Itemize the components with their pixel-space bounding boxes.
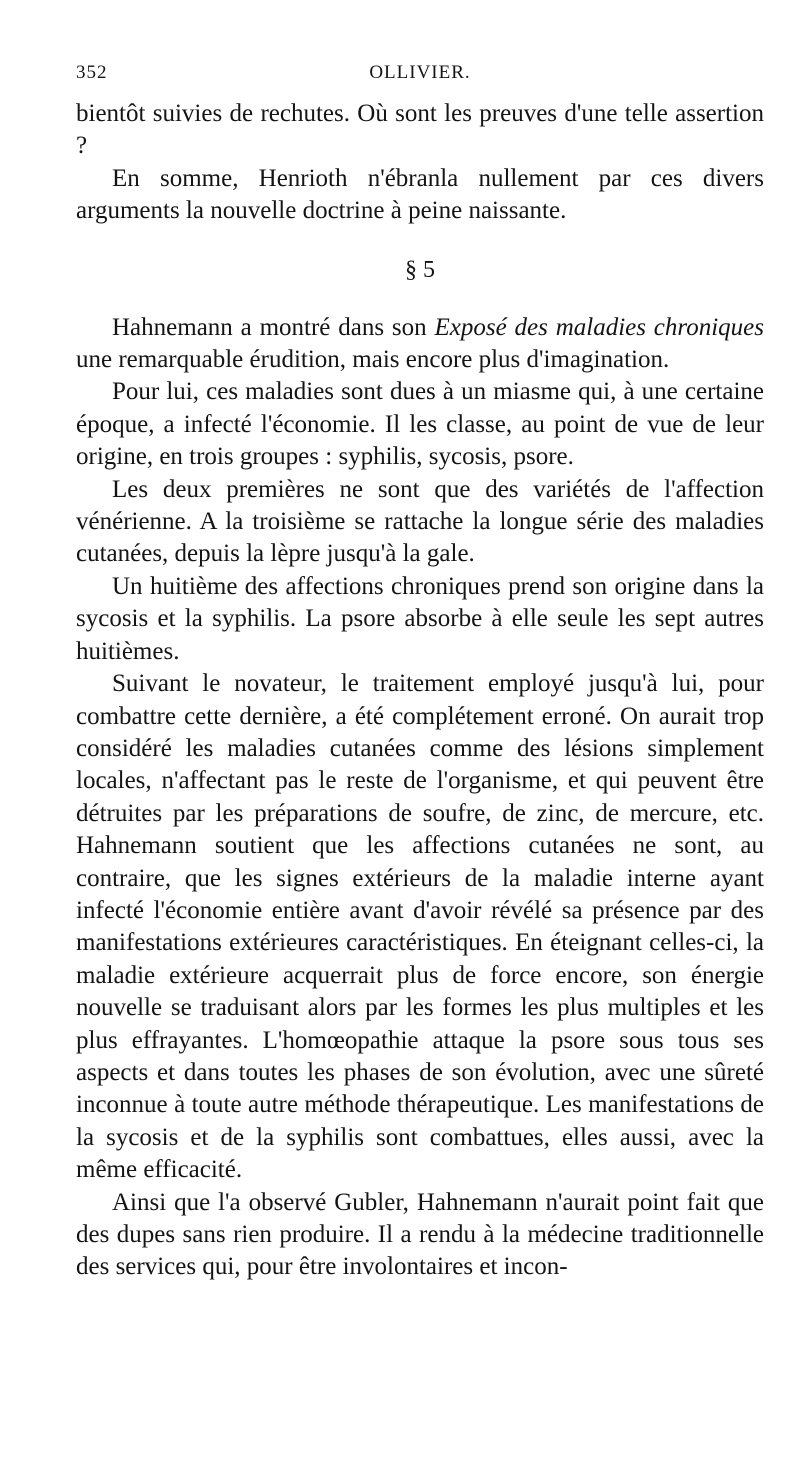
paragraph: Suivant le novateur, le traitement employé jusqu'à lui, pour combattre cette dernière, a été complétement erroné. On aurait trop considéré les maladies cutanées comme des lésions simplement locales, n'affectant pas le reste de l'organisme, et qui peuvent être détruites par les préparations de soufre, de zinc, de mercure, etc. Hahnemann soutient que les affections cutanées ne sont, au contraire, que les signes extérieurs de la maladie interne ayant infecté l'économie entière avant d'avoir révélé sa présence par des manifestations extérieures caractéristiques. En éteignant celles-ci, la maladie extérieure acquerrait plus de force encore, son énergie nouvelle se traduisant alors par les formes les plus multiples et les plus effrayantes. L'homœopathie attaque la psore sous tous ses aspects et dans toutes les phases de son évolution, avec une sûreté inconnue à toute autre méthode thérapeutique. Les manifestations de la sycosis et de la syphilis sont combattues, elles aussi, avec la même efficacité.	[76, 670, 764, 1184]
paragraph: Pour lui, ces maladies sont dues à un miasme qui, à une certaine époque, a infecté l'économie. Il les classe, au point de vue de leur origine, en trois groupes : syphilis, sycosis, psore.	[76, 378, 764, 471]
intro-text-end: une remarquable érudition, mais encore plus d'imagination.	[76, 346, 670, 374]
paragraph: Un huitième des affections chroniques prend son origine dans la sycosis et la syphilis. La psore absorbe à elle seule les sept autres huitièmes.	[76, 572, 764, 665]
page-number: 352	[76, 62, 108, 83]
book-title: Exposé des maladies chroniques	[434, 313, 764, 341]
body-text	[76, 98, 764, 1284]
intro-text-start: Hahnemann a montré dans son	[112, 313, 435, 341]
paragraph-intro	[76, 312, 764, 377]
paragraph: Ainsi que l'a observé Gubler, Hahnemann n'aurait point fait que des dupes sans rien produire. Il a rendu à la médecine traditionnelle des services qui, pour être involontaires et incon-	[76, 1188, 764, 1281]
paragraph: En somme, Henrioth n'ébranla nullement par ces divers arguments la nouvelle doctrine à peine naissante.	[76, 164, 764, 225]
paragraph-continued: bientôt suivies de rechutes. Où sont les preuves d'une telle assertion ?	[76, 100, 764, 160]
section-heading: § 5	[405, 256, 435, 283]
paragraph: Les deux premières ne sont que des variétés de l'affection vénérienne. A la troisième se rattache la longue série des maladies cutanées, depuis la lèpre jusqu'à la gale.	[76, 475, 764, 568]
running-header	[76, 62, 764, 88]
running-header-author: OLLIVIER.	[369, 62, 471, 83]
